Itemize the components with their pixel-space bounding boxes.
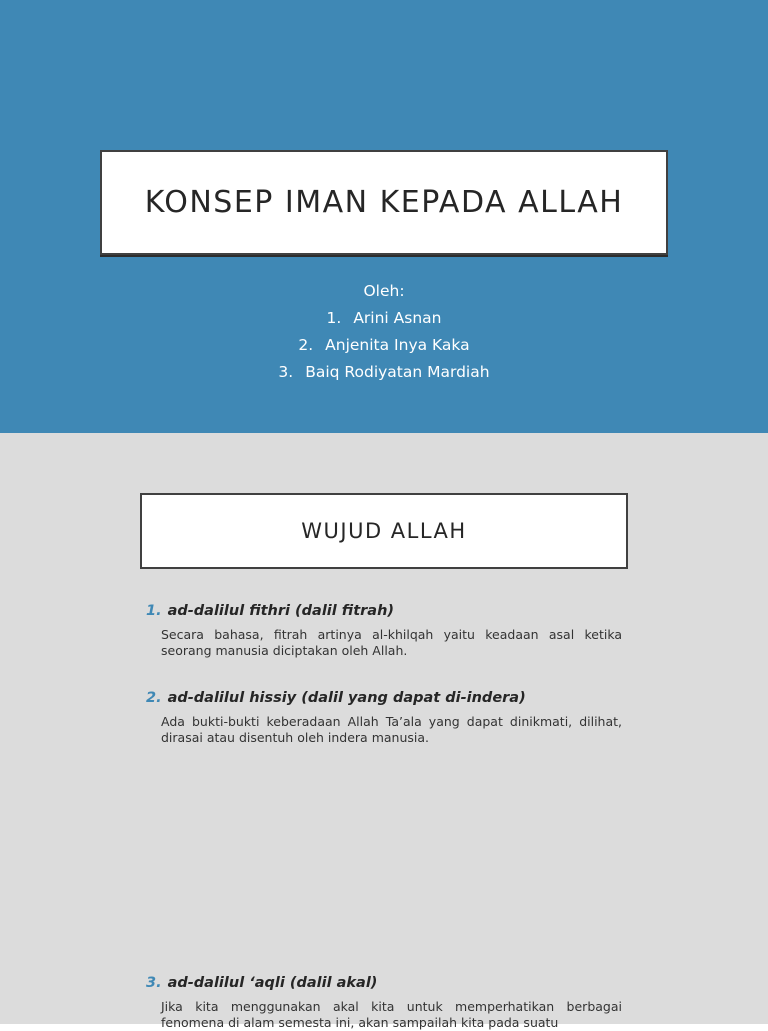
author-name: Arini Asnan bbox=[353, 309, 442, 327]
section-title: WUJUD ALLAH bbox=[301, 519, 467, 543]
point-heading-text: ad-dalilul hissiy (dalil yang dapat di-indera) bbox=[167, 690, 526, 706]
author-item bbox=[0, 359, 768, 386]
point-number: 3. bbox=[146, 975, 162, 991]
list-item bbox=[146, 601, 622, 659]
title-box bbox=[100, 150, 668, 255]
author-number: 1. bbox=[326, 309, 342, 327]
authors-block bbox=[0, 278, 768, 386]
author-name: Anjenita Inya Kaka bbox=[325, 336, 470, 354]
point-heading bbox=[146, 688, 622, 708]
author-number: 3. bbox=[278, 363, 294, 381]
point-number: 1. bbox=[146, 603, 162, 619]
point-body: Ada bukti-bukti keberadaan Allah Ta’ala yang dapat dinikmati, dilihat, dirasai atau disentuh oleh indera manusia. bbox=[161, 714, 622, 745]
point-body: Jika kita menggunakan akal kita untuk memperhatikan berbagai fenomena di alam semesta ini, akan sampailah kita pada suatu bbox=[161, 999, 622, 1030]
author-item bbox=[0, 305, 768, 332]
list-item bbox=[146, 688, 622, 746]
point-body: Secara bahasa, fitrah artinya al-khilqah yaitu keadaan asal ketika seorang manusia diciptakan oleh Allah. bbox=[161, 627, 622, 658]
point-heading-text: ad-dalilul fithri (dalil fitrah) bbox=[167, 603, 395, 619]
point-heading bbox=[146, 973, 622, 993]
byline: Oleh: bbox=[363, 282, 405, 300]
title-slide bbox=[0, 0, 768, 433]
point-heading-text: ad-dalilul ‘aqli (dalil akal) bbox=[167, 975, 378, 991]
author-item bbox=[0, 332, 768, 359]
point-heading bbox=[146, 601, 622, 621]
point-number: 2. bbox=[146, 690, 162, 706]
section-title-box bbox=[140, 493, 628, 569]
list-item bbox=[146, 973, 622, 1031]
slide-title: KONSEP IMAN KEPADA ALLAH bbox=[144, 185, 624, 220]
author-number: 2. bbox=[298, 336, 314, 354]
content-slide bbox=[0, 433, 768, 1030]
author-name: Baiq Rodiyatan Mardiah bbox=[305, 363, 490, 381]
